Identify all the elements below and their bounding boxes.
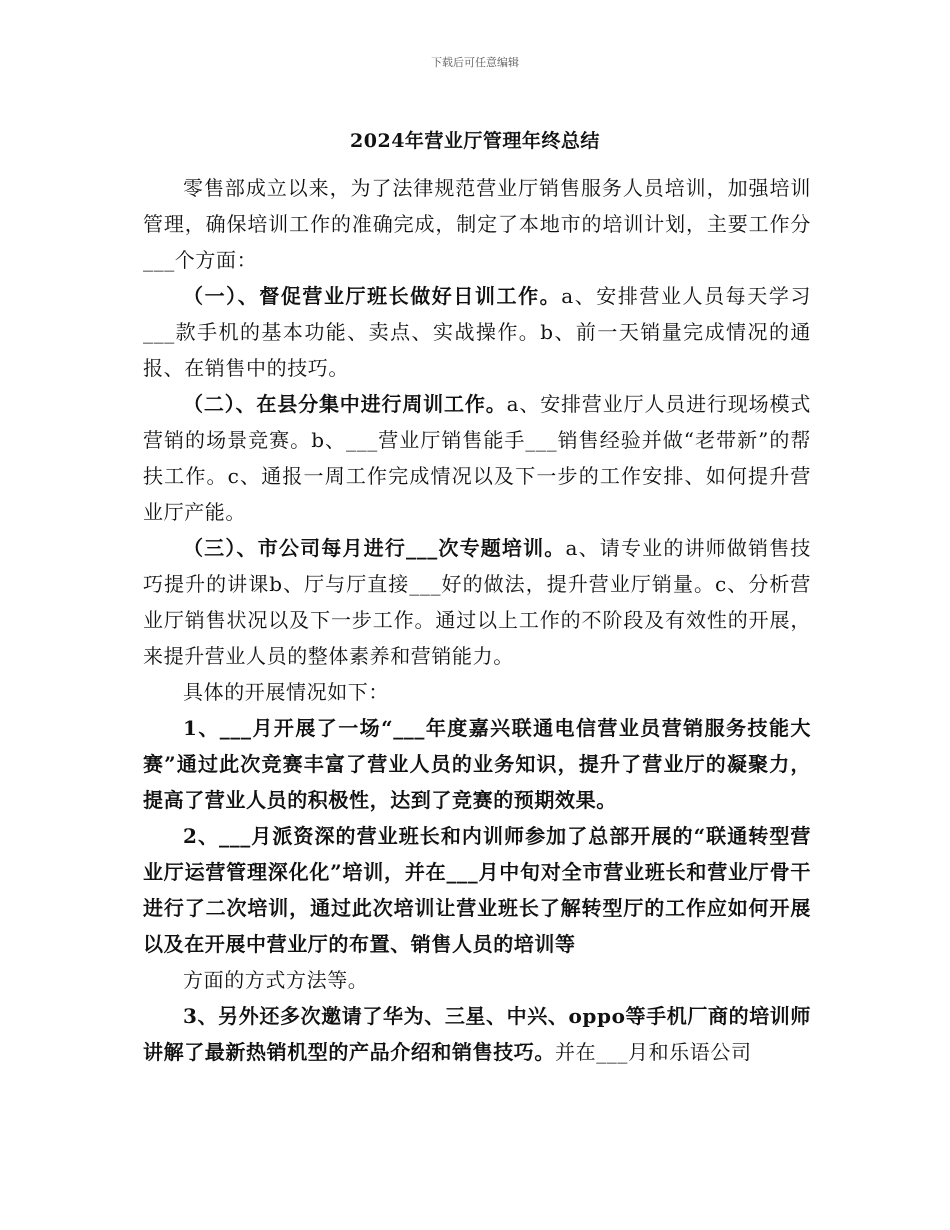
paragraph-heading: （三）、市公司每月进行___次专题培训。	[183, 536, 566, 560]
paragraph-detail-2-cont: 方面的方式方法等。	[183, 968, 369, 992]
header-note: 下载后可任意编辑	[431, 56, 519, 69]
paragraph-detail-3: 3、另外还多次邀请了华为、三星、中兴、oppo等手机厂商的培训师讲解了最新热销机型的产品介绍和销售技巧。并在___月和乐语公司	[143, 1004, 811, 1064]
paragraph-detail-2: 2、___月派资深的营业班长和内训师参加了总部开展的“联通转型营业厅运营管理深化化”培训，并在___月中旬对全市营业班长和营业厅骨干进行了二次培训，通过此次培训让营业班长了解转型厅的工作应如何开展以及在开展中营业厅的布置、销售人员的培训等	[143, 824, 811, 956]
paragraph-item-3: （三）、市公司每月进行___次专题培训。a、请专业的讲师做销售技巧提升的讲课b、厅与厅直接___好的做法，提升营业厅销量。c、分析营业厅销售状况以及下一步工作。通过以上工作的不阶段及有效性的开展，来提升营业人员的整体素养和营销能力。	[143, 536, 812, 668]
paragraph-intro: 零售部成立以来，为了法律规范营业厅销售服务人员培训，加强培训管理，确保培训工作的准确完成，制定了本地市的培训计划，主要工作分___个方面：	[143, 176, 811, 272]
paragraph-detail-1: 1、___月开展了一场“___年度嘉兴联通电信营业员营销服务技能大赛”通过此次竞赛丰富了营业人员的业务知识，提升了营业厅的凝聚力，提高了营业人员的积极性，达到了竞赛的预期效果。	[143, 716, 811, 812]
paragraph-heading: （二）、在县分集中进行周训工作。	[183, 392, 507, 416]
paragraph-item-2: （二）、在县分集中进行周训工作。a、安排营业厅人员进行现场模式营销的场景竞赛。b、___营业厅销售能手___销售经验并做“老带新”的帮扶工作。c、通报一周工作完成情况以及下一步的工作安排、如何提升营业厅产能。	[143, 392, 811, 524]
paragraph-details-intro: 具体的开展情况如下：	[183, 680, 389, 704]
document-body	[143, 170, 811, 1070]
paragraph-heading: （一）、督促营业厅班长做好日训工作。	[183, 284, 562, 308]
paragraph-item-1: （一）、督促营业厅班长做好日训工作。a、安排营业人员每天学习___款手机的基本功能、卖点、实战操作。b、前一天销量完成情况的通报、在销售中的技巧。	[143, 284, 811, 380]
document-title: 2024年营业厅管理年终总结	[350, 130, 600, 152]
